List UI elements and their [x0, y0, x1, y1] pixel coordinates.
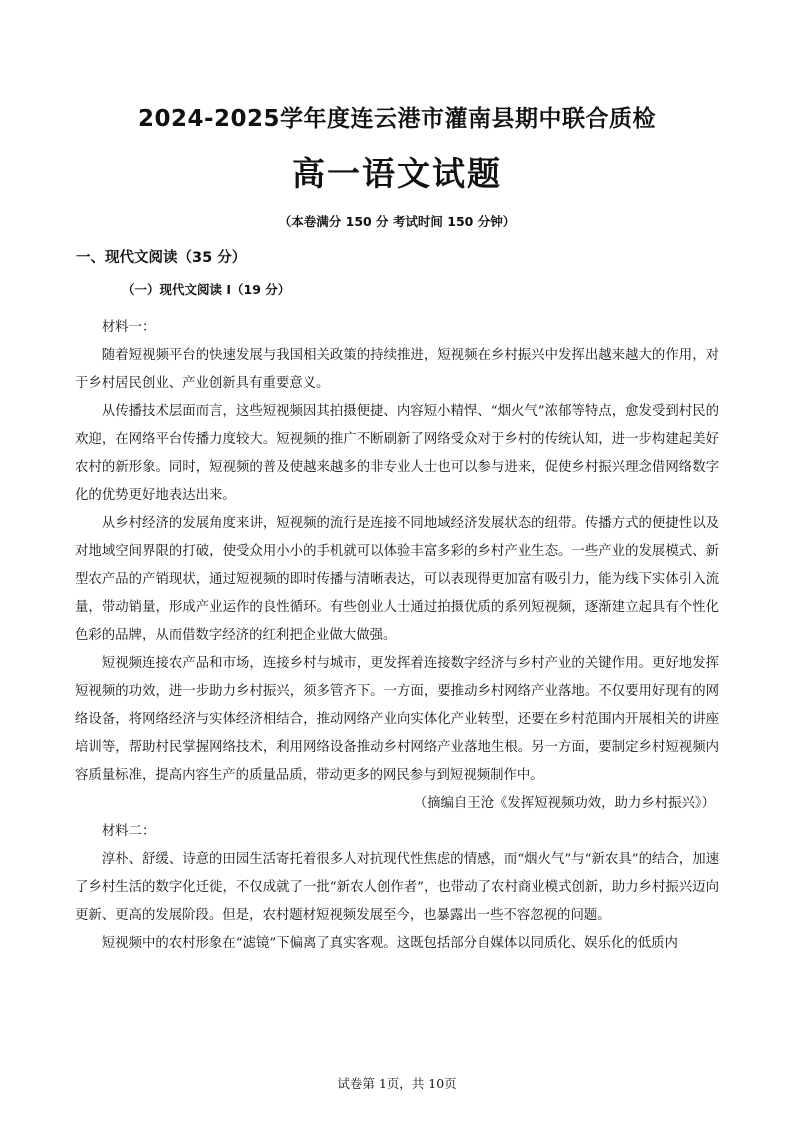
material-2-label: 材料二：	[101, 824, 156, 839]
material-2-paragraph: 短视频中的农村形象在“滤镜”下偏离了真实客观。这既包括部分自媒体以同质化、娱乐化的低质内	[101, 936, 678, 951]
material-1-paragraph: 从乡村经济的发展角度来讲，短视频的流行是连接不同地域经济发展状态的纽带。传播方式的便捷性以及对地域空间界限的打破，使受众用小小的手机就可以体验丰富多彩的乡村产业生态。一些产业的发展模式、新型农产品的产销现状，通过短视频的即时传播与清晰表达，可以表现得更加富有吸引力，能为线下实体引入流量，带动销量，形成产业运作的良性循环。有些创业人士通过拍摄优质的系列短视频，逐渐建立起具有个性化色彩的品牌，从而借数字经济的红利把企业做大做强。	[75, 516, 719, 643]
material-2-paragraph: 淳朴、舒缓、诗意的田园生活寄托着很多人对抗现代性焦虑的情感，而“烟火气”与“新农具”的结合，加速了乡村生活的数字化迁徙，不仅成就了一批“新农人创作者”，也带动了农村商业模式创新，助力乡村振兴迈向更新、更高的发展阶段。但是，农村题材短视频发展至今，也暴露出一些不容忽视的问题。	[75, 852, 719, 923]
material-1-paragraph: 随着短视频平台的快速发展与我国相关政策的持续推进，短视频在乡村振兴中发挥出越来越大的作用，对于乡村居民创业、产业创新具有重要意义。	[75, 348, 719, 391]
reading-material	[75, 314, 719, 958]
subject-title: 高一语文试题	[292, 154, 502, 193]
material-1-paragraph: 从传播技术层面而言，这些短视频因其拍摄便捷、内容短小精悍、“烟火气”浓郁等特点，愈发受到村民的欢迎，在网络平台传播力度较大。短视频的推广不断刷新了网络受众对于乡村的传统认知，进一步构建起美好农村的新形象。同时，短视频的普及使越来越多的非专业人士也可以参与进来，促使乡村振兴理念借网络数字化的优势更好地表达出来。	[75, 404, 719, 503]
subsection-heading: （一）现代文阅读 I（19 分）	[122, 282, 291, 297]
material-1-paragraph: 短视频连接农产品和市场，连接乡村与城市，更发挥着连接数字经济与乡村产业的关键作用。更好地发挥短视频的功效，进一步助力乡村振兴，须多管齐下。一方面，要推动乡村网络产业落地。不仅要用好现有的网络设备，将网络经济与实体经济相结合，推动网络产业向实体化产业转型，还要在乡村范围内开展相关的讲座培训等，帮助村民掌握网络技术，利用网络设备推动乡村网络产业落地生根。另一方面，要制定乡村短视频内容质量标准，提高内容生产的质量品质，带动更多的网民参与到短视频制作中。	[75, 656, 719, 783]
page-footer: 试卷第 1页，共 10页	[337, 1076, 457, 1091]
exam-title: 2024-2025学年度连云港市灌南县期中联合质检	[137, 106, 657, 132]
material-1-source: （摘编自王沧《发挥短视频功效，助力乡村振兴》）	[413, 796, 715, 811]
section-heading: 一、现代文阅读（35 分）	[76, 250, 247, 266]
material-1-label: 材料一：	[101, 320, 156, 335]
exam-note: （本卷满分 150 分 考试时间 150 分钟）	[278, 214, 516, 229]
